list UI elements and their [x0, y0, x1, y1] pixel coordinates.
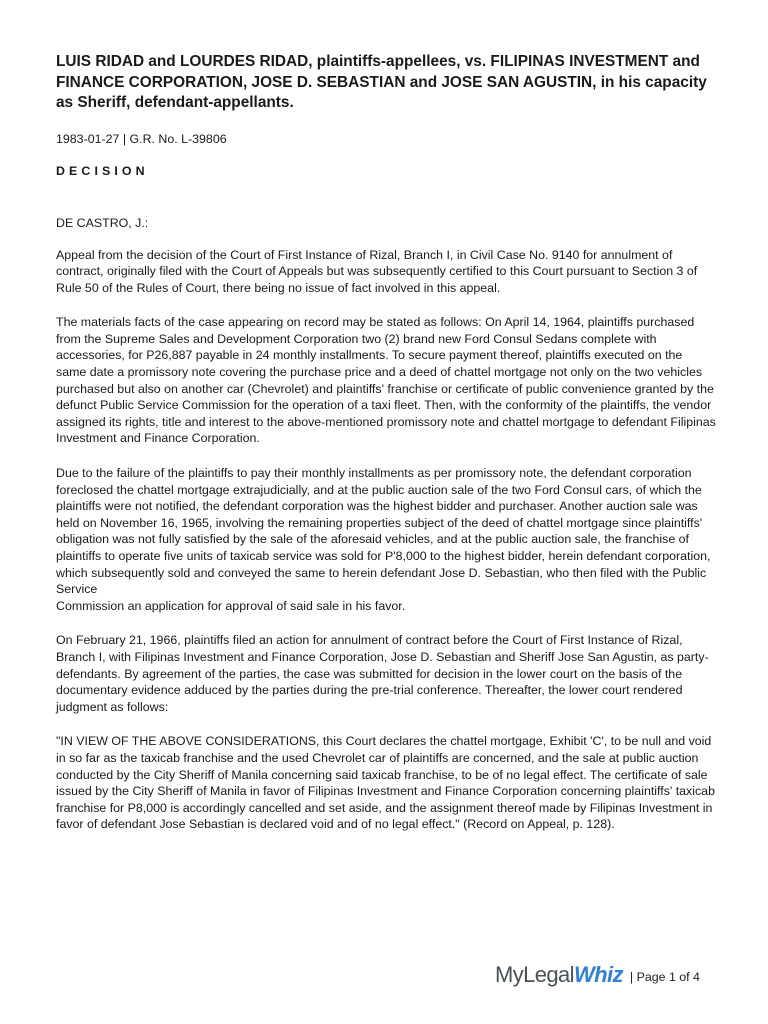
decision-heading: DECISION	[56, 163, 149, 178]
paragraph-4: On February 21, 1966, plaintiffs filed an action for annulment of contract before the Court of First Instance of Rizal, Branch I, with Filipinas Investment and Finance Corporation, Jose D. Sebastian and Sheriff Jose San Agustin, as party-defendants. By agreement of the parties, the case was submitted for decision in the lower court on the basis of the documentary evidence adduced by the parties during the pre-trial conference. Thereafter, the lower court rendered judgment as follows:	[56, 633, 709, 714]
logo-whiz: Whiz	[573, 962, 623, 987]
case-title: LUIS RIDAD and LOURDES RIDAD, plaintiffs-appellees, vs. FILIPINAS INVESTMENT and FINANCE CORPORATION, JOSE D. SEBASTIAN and JOSE SAN AGUSTIN, in his capacity as Sheriff, defendant-appellants.	[56, 53, 707, 111]
page-footer	[495, 960, 700, 990]
ponente: DE CASTRO, J.:	[56, 215, 149, 230]
logo-legal: Legal	[523, 962, 574, 987]
paragraph-5-quoted-judgment: "IN VIEW OF THE ABOVE CONSIDERATIONS, this Court declares the chattel mortgage, Exhibit 'C', to be null and void in so far as the taxicab franchise and the used Chevrolet car of plaintiffs are concerned, and the sale at public auction conducted by the City Sheriff of Manila concerning said taxicab franchise, to be of no legal effect. The certificate of sale issued by the City Sheriff of Manila in favor of Filipinas Investment and Finance Corporation concerning plaintiffs' taxicab franchise for P8,000 is accordingly cancelled and set aside, and the assignment thereof made by Filipinas Investment in favor of defendant Jose Sebastian is declared void and of no legal effect." (Record on Appeal, p. 128).	[56, 734, 715, 832]
logo-my: My	[495, 962, 524, 987]
paragraph-3: Due to the failure of the plaintiffs to pay their monthly installments as per promissory note, the defendant corporation foreclosed the chattel mortgage extrajudicially, and at the public auction sale of the two Ford Consul cars, of which the plaintiffs were not notified, the defendant corporation was the highest bidder and purchaser. Another auction sale was held on November 16, 1965, involving the remaining properties subject of the deed of chattel mortgage since plaintiffs' obligation was not fully satisfied by the sale of the aforesaid vehicles, and at the public auction sale, the franchise of plaintiffs to operate five units of taxicab service was sold for P'8,000 to the highest bidder, herein defendant corporation, which subsequently sold and conveyed the same to herein defendant Jose D. Sebastian, who then filed with the Public Service Commission an application for approval of said sale in his favor.	[56, 466, 711, 613]
page-number: | Page 1 of 4	[629, 969, 700, 984]
mylegalwhiz-logo[interactable]	[495, 960, 623, 990]
case-date-and-number: 1983-01-27 | G.R. No. L-39806	[56, 131, 227, 146]
document-page	[56, 52, 716, 833]
paragraph-1: Appeal from the decision of the Court of First Instance of Rizal, Branch I, in Civil Case No. 9140 for annulment of contract, originally filed with the Court of Appeals but was subsequently certified to this Court pursuant to Section 3 of Rule 50 of the Rules of Court, there being no issue of fact involved in this appeal.	[56, 247, 698, 295]
paragraph-2: The materials facts of the case appearing on record may be stated as follows: On April 14, 1964, plaintiffs purchased from the Supreme Sales and Development Corporation two (2) brand new Ford Consul Sedans complete with accessories, for P26,887 payable in 24 monthly installments. To secure payment thereof, plaintiffs executed on the same date a promissory note covering the purchase price and a deed of chattel mortgage not only on the two vehicles purchased but also on another car (Chevrolet) and plaintiffs' franchise or certificate of public convenience granted by the defunct Public Service Commission for the operation of a taxi fleet. Then, with the conformity of the plaintiffs, the vendor assigned its rights, title and interest to the above-mentioned promissory note and chattel mortgage to defendant Filipinas Investment and Finance Corporation.	[56, 315, 716, 446]
